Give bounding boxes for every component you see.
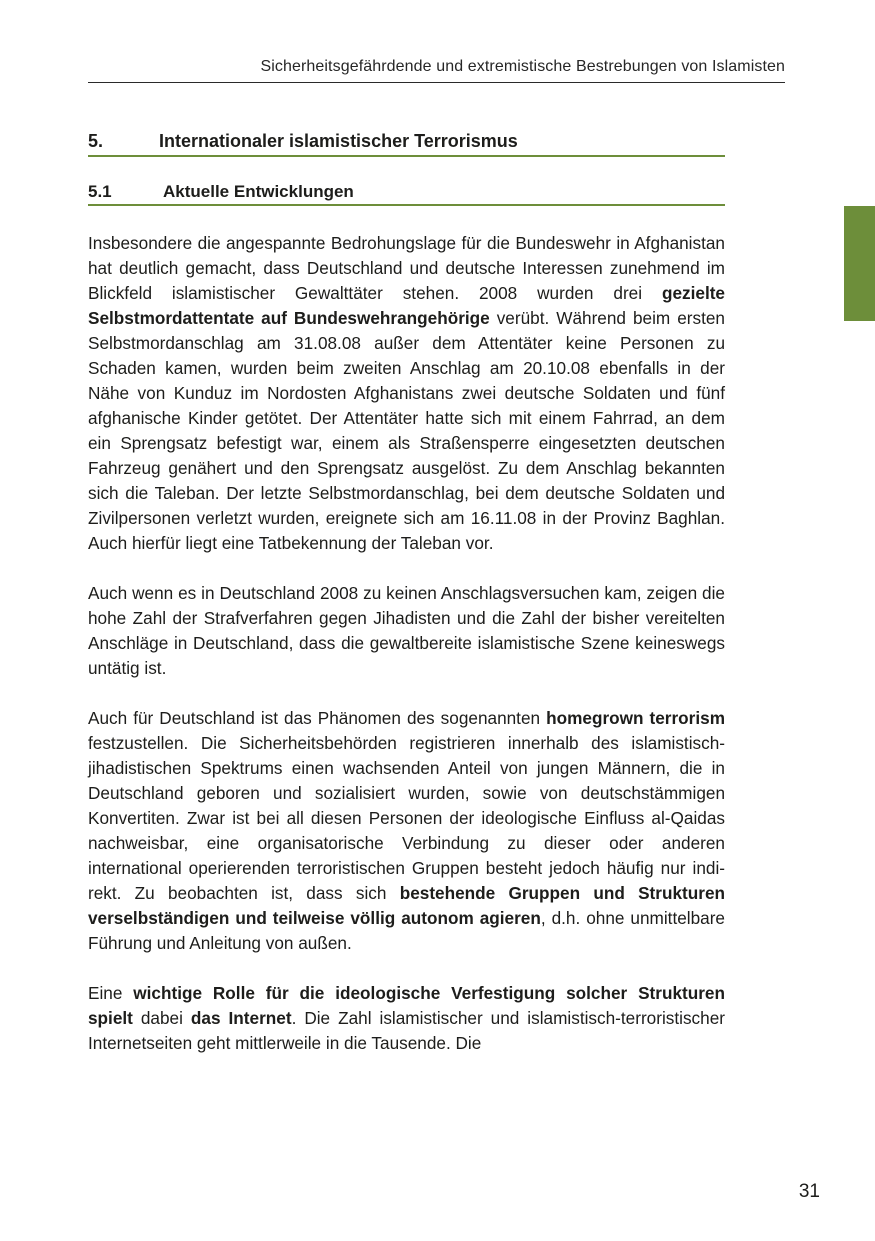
subsection-title: Aktuelle Entwicklungen <box>163 182 354 201</box>
emphasis-text: bestehende Gruppen und Strukturen verselbständigen und teilweise völlig autonom agieren <box>88 883 725 928</box>
subsection-number: 5.1 <box>88 182 112 201</box>
section-heading <box>88 131 725 157</box>
text-run: festzustellen. Die Sicherheitsbehörden registrieren innerhalb des islamistisch-jihadistischen Spektrums einen wachsenden Anteil von jungen Männern, die in Deutschland geboren und sozialisiert wurden, sowie von deutschstämmigen Konvertiten. Zwar ist bei all diesen Personen der ideologische Einfluss al-Qaidas nachweisbar, eine organisatorische Verbindung zu dieser oder anderen international operierenden terroristischen Gruppen besteht jedoch häufig nur indirekt. Zu beobachten ist, dass sich <box>88 733 725 903</box>
paragraph <box>88 706 725 956</box>
page-number: 31 <box>798 1181 820 1202</box>
chapter-tab-marker <box>844 206 875 321</box>
paragraph <box>88 231 725 556</box>
text-run: , d.h. ohne unmittelbare Führung und Anleitung von außen. <box>88 908 725 953</box>
running-header: Sicherheitsgefährdende und extremistische Bestrebungen von Islamisten <box>260 58 785 75</box>
section-title: Internationaler islamistischer Terrorismus <box>159 131 518 151</box>
text-run: Auch für Deutschland ist das Phänomen des sogenannten <box>88 708 547 728</box>
paragraph <box>88 981 725 1056</box>
header-divider <box>88 82 785 83</box>
subsection-heading <box>88 182 725 206</box>
emphasis-text: das Internet <box>190 1008 292 1028</box>
emphasis-text: homegrown terrorism <box>546 708 725 728</box>
text-run: verübt. Während beim ersten Selbstmordanschlag am 31.08.08 außer dem Attentäter keine Personen zu Schaden kamen, wurden beim zweiten Anschlag am 20.10.08 ebenfalls in der Nähe von Kunduz im Nordosten Afghanistans zwei deutsche Soldaten und fünf afghanische Kinder getötet. Der Attentäter hatte sich mit einem Fahrrad, an dem ein Sprengsatz befestigt war, einem als Straßensperre eingesetzten deutschen Fahrzeug genähert und den Sprengsatz ausgelöst. Zu dem Anschlag bekannten sich die Taleban. Der letzte Selbstmordanschlag, bei dem deutsche Soldaten und Zivilpersonen verletzt wurden, ereignete sich am 16.11.08 in der Provinz Baghlan. Auch hierfür liegt eine Tatbekennung der Taleban vor. <box>88 308 725 553</box>
body-text <box>88 231 725 1081</box>
text-run: dabei <box>132 1008 191 1028</box>
emphasis-text: gezielte Selbstmordattentate auf Bundeswehrangehörige <box>88 283 725 328</box>
emphasis-text: wichtige Rolle für die ideologische Verfestigung solcher Strukturen spielt <box>88 983 725 1028</box>
text-run: . Die Zahl islamistischer und islamistisch-terroristischer Internetseiten geht mittlerweile in die Tausende. Die <box>88 1008 725 1053</box>
text-run: Insbesondere die angespannte Bedrohungslage für die Bundeswehr in Afghanistan hat deutlich gemacht, dass Deutschland und deutsche Interessen zunehmend im Blickfeld islamistischer Gewalttäter stehen. 2008 wurden drei <box>88 233 725 303</box>
paragraph: Auch wenn es in Deutschland 2008 zu keinen Anschlagsversuchen kam, zeigen die hohe Zahl der Strafverfahren gegen Jihadisten und die Zahl der bisher vereitelten Anschläge in Deutschland, dass die gewaltbereite islamistische Szene keineswegs untätig ist. <box>88 583 725 678</box>
section-number: 5. <box>88 131 104 151</box>
text-run: Eine <box>88 983 134 1003</box>
